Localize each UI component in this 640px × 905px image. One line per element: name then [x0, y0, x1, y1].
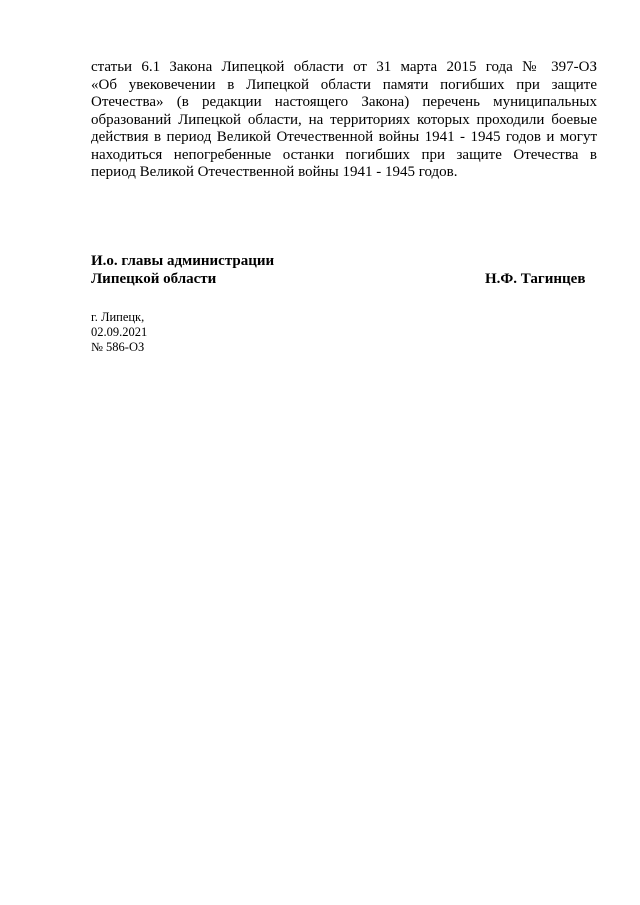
document-number: № 586-ОЗ [91, 340, 145, 354]
signatory-name: Н.Ф. Тагинцев [485, 271, 586, 287]
paragraph-line: находиться непогребенные останки погибших при защите Отечества в [91, 146, 597, 163]
paragraph-line: период Великой Отечественной войны 1941 - 1945 годов. [91, 164, 458, 180]
body-paragraph [91, 59, 597, 182]
paragraph-line: действия в период Великой Отечественной войны 1941 - 1945 годов и могут [91, 129, 597, 145]
signatory-title-line-1: И.о. главы администрации [91, 253, 275, 269]
document-date: 02.09.2021 [91, 325, 148, 339]
signature-block [91, 252, 597, 288]
paragraph-line: «Об увековечении в Липецкой области памяти погибших при защите [91, 76, 597, 93]
paragraph-line: Отечества» (в редакции настоящего Закона) перечень муниципальных [91, 94, 597, 110]
signatory-title-line-2: Липецкой области [91, 271, 217, 287]
paragraph-line: статьи 6.1 Закона Липецкой области от 31 марта 2015 года № 397-ОЗ [91, 59, 597, 75]
document-details [91, 310, 147, 355]
paragraph-line: образований Липецкой области, на территориях которых проходили боевые [91, 111, 597, 128]
document-city: г. Липецк, [91, 310, 145, 324]
